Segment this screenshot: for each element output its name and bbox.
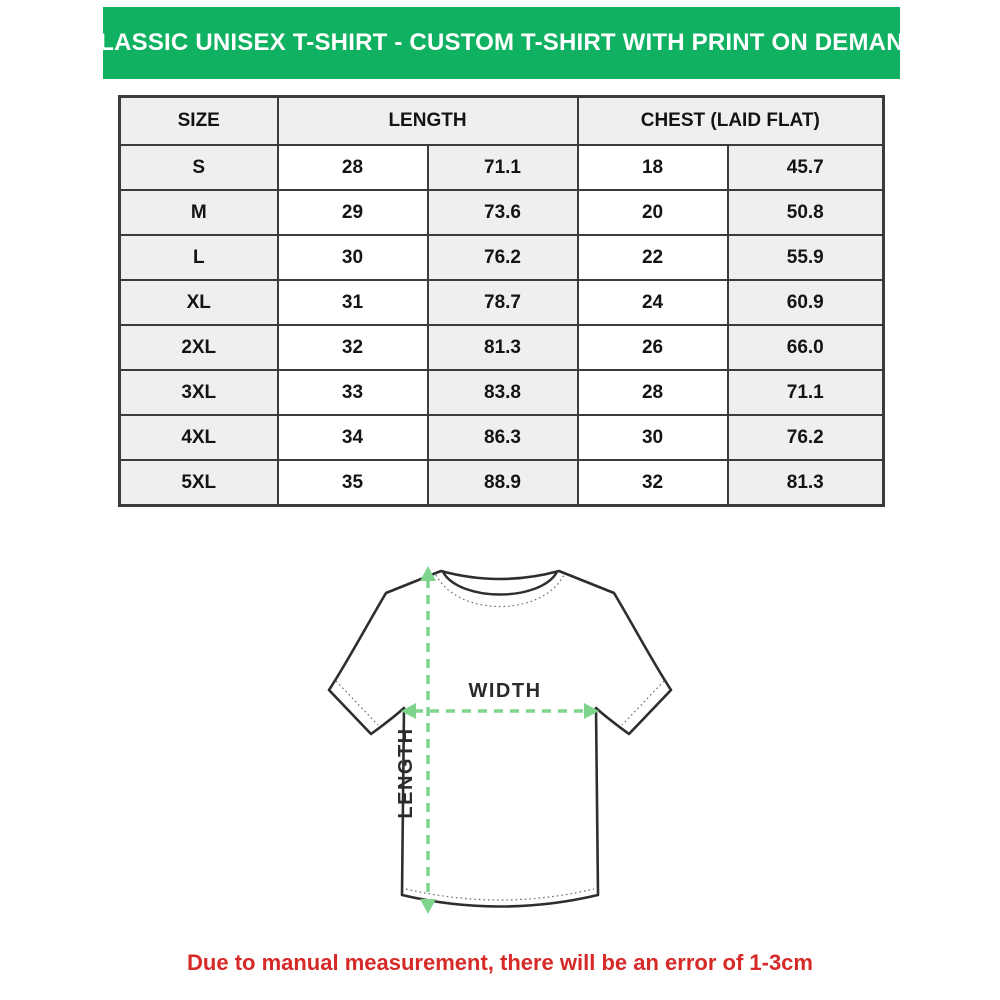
length-cm-cell: 86.3 (428, 415, 578, 460)
chest-in-cell: 26 (578, 325, 728, 370)
size-table (118, 95, 885, 507)
size-cell: L (120, 235, 278, 280)
chest-cm-cell: 81.3 (728, 460, 884, 506)
table-row (120, 145, 884, 190)
header-length: LENGTH (278, 97, 578, 146)
chest-cm-cell: 50.8 (728, 190, 884, 235)
size-cell: 4XL (120, 415, 278, 460)
table-row (120, 415, 884, 460)
chest-cm-cell: 71.1 (728, 370, 884, 415)
size-cell: M (120, 190, 278, 235)
width-label: WIDTH (468, 680, 542, 702)
chest-cm-cell: 60.9 (728, 280, 884, 325)
header-chest: CHEST (LAID FLAT) (578, 97, 884, 146)
tshirt-outline (329, 571, 671, 907)
size-cell: 3XL (120, 370, 278, 415)
length-cm-cell: 78.7 (428, 280, 578, 325)
chest-in-cell: 22 (578, 235, 728, 280)
chest-in-cell: 28 (578, 370, 728, 415)
length-cm-cell: 71.1 (428, 145, 578, 190)
table-row (120, 325, 884, 370)
length-in-cell: 33 (278, 370, 428, 415)
header-size: SIZE (120, 97, 278, 146)
length-in-cell: 30 (278, 235, 428, 280)
length-label: LENGTH (395, 727, 417, 819)
table-row (120, 280, 884, 325)
length-in-cell: 34 (278, 415, 428, 460)
length-cm-cell: 83.8 (428, 370, 578, 415)
length-cm-cell: 88.9 (428, 460, 578, 506)
table-row (120, 190, 884, 235)
table-row (120, 235, 884, 280)
length-in-cell: 35 (278, 460, 428, 506)
length-cm-cell: 76.2 (428, 235, 578, 280)
length-cm-cell: 73.6 (428, 190, 578, 235)
chest-in-cell: 30 (578, 415, 728, 460)
chest-cm-cell: 76.2 (728, 415, 884, 460)
chest-in-cell: 32 (578, 460, 728, 506)
tshirt-measurement-diagram (300, 545, 700, 945)
length-cm-cell: 81.3 (428, 325, 578, 370)
chest-in-cell: 20 (578, 190, 728, 235)
length-in-cell: 29 (278, 190, 428, 235)
measurement-disclaimer: Due to manual measurement, there will be an error of 1-3cm (187, 950, 813, 975)
size-cell: XL (120, 280, 278, 325)
table-row (120, 370, 884, 415)
length-in-cell: 32 (278, 325, 428, 370)
size-cell: S (120, 145, 278, 190)
title-banner (81, 7, 922, 79)
arrow-down-icon (420, 899, 436, 914)
size-cell: 2XL (120, 325, 278, 370)
length-in-cell: 28 (278, 145, 428, 190)
table-header-row (120, 97, 884, 146)
size-cell: 5XL (120, 460, 278, 506)
chest-in-cell: 24 (578, 280, 728, 325)
length-in-cell: 31 (278, 280, 428, 325)
chest-in-cell: 18 (578, 145, 728, 190)
chest-cm-cell: 66.0 (728, 325, 884, 370)
chest-cm-cell: 55.9 (728, 235, 884, 280)
page-title: CLASSIC UNISEX T-SHIRT - CUSTOM T-SHIRT WITH PRINT ON DEMAND (81, 29, 922, 56)
chest-cm-cell: 45.7 (728, 145, 884, 190)
table-row (120, 460, 884, 506)
